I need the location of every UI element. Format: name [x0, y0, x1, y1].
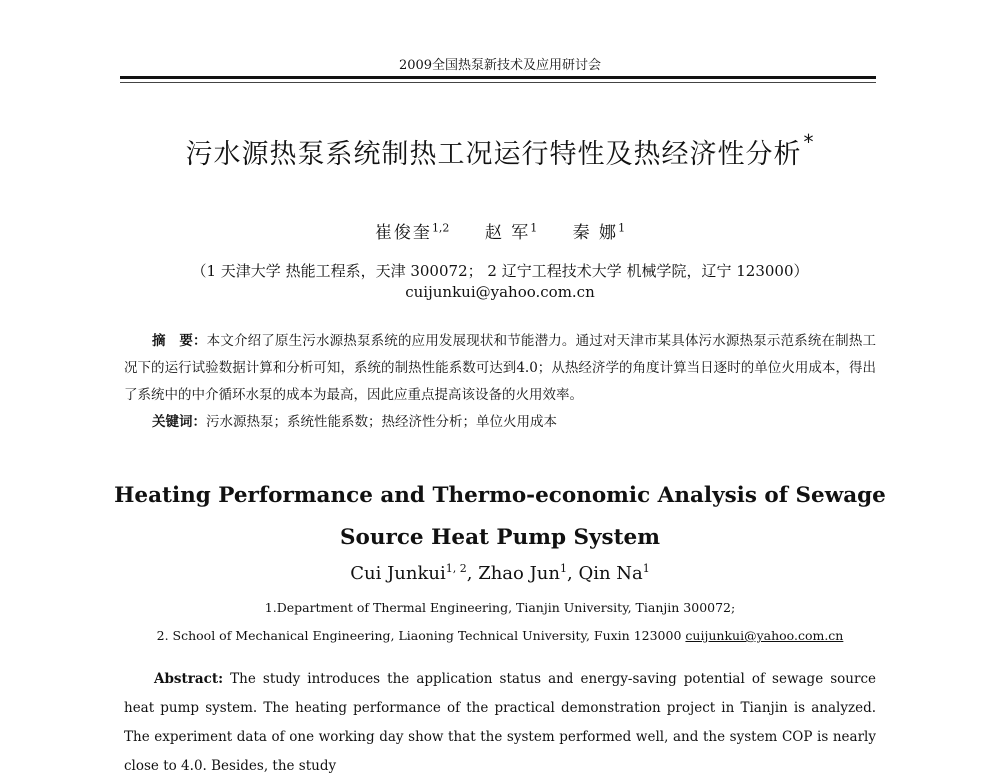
english-affiliation-1: 1.Department of Thermal Engineering, Tianjin University, Tianjin 300072; [264, 600, 736, 615]
cn-author: 崔俊奎$^{1,2}$ [374, 221, 450, 243]
en-author: Qin Na$^1$ [578, 562, 650, 584]
en-abstract-paragraph [124, 665, 876, 781]
cn-abstract-text: 本文介绍了原生污水源热泵系统的应用发展现状和节能潜力。通过对天津市某具体污水源热泵示范系统在制热工况下的运行试验数据计算和分析可知，系统的制热性能系数可达到4.0；从热经济学的角度计算当日逐时的单位火用成本，得出了系统中的中介循环水泵的成本为最高，因此应重点提高该设备的火用效率。 [124, 333, 877, 403]
english-authors [0, 562, 1000, 584]
cn-keywords [124, 409, 876, 436]
chinese-authors [0, 218, 1000, 243]
chinese-title-text: 污水源热泵系统制热工况运行特性及热经济性分析 [185, 139, 802, 170]
en-abstract-text: The study introduces the application status and energy-saving potential of sewage source heat pump system. The heating performance of the practical demonstration project in Tianjin is analyzed. The experiment data of one working day show that the system performed well, and the system COP is nearly close to 4.0. Besides, the study [124, 671, 877, 774]
english-title-line1: Heating Performance and Thermo-economic Analysis of Sewage [114, 483, 886, 508]
english-title-line2: Source Heat Pump System [340, 525, 660, 550]
english-affiliation-2-text: 2. School of Mechanical Engineering, Liaoning Technical University, Fuxin 123000 [156, 628, 682, 643]
conference-header: 2009全国热泵新技术及应用研讨会 [398, 58, 602, 73]
chinese-affiliation: （1 天津大学 热能工程系，天津 300072； 2 辽宁工程技术大学 机械学院，辽宁 123000） [191, 262, 809, 280]
header-rule-thick [120, 76, 876, 79]
title-footnote-mark: * [803, 130, 815, 154]
author-email: cuijunkui@yahoo.com.cn [405, 283, 595, 301]
chinese-abstract [124, 328, 876, 436]
english-email-link[interactable]: cuijunkui@yahoo.com.cn [685, 628, 844, 643]
cn-author: 赵 军$^1$ [484, 221, 538, 243]
cn-keywords-label: 关键词： [152, 414, 206, 430]
english-title [0, 475, 1000, 559]
english-affiliation-2 [0, 628, 1000, 643]
header-rule-thin [120, 82, 876, 83]
cn-author: 秦 娜$^1$ [572, 221, 626, 243]
en-author: Zhao Jun$^1$, [478, 562, 579, 584]
english-abstract [124, 665, 876, 781]
cn-abstract-paragraph [124, 328, 876, 409]
cn-keywords-text: 污水源热泵；系统性能系数；热经济性分析；单位火用成本 [206, 414, 557, 430]
en-author: Cui Junkui$^{1, 2}$, [350, 562, 479, 584]
chinese-title [0, 130, 1000, 171]
en-abstract-label: Abstract: [154, 671, 224, 687]
cn-abstract-label: 摘 要： [152, 333, 207, 349]
